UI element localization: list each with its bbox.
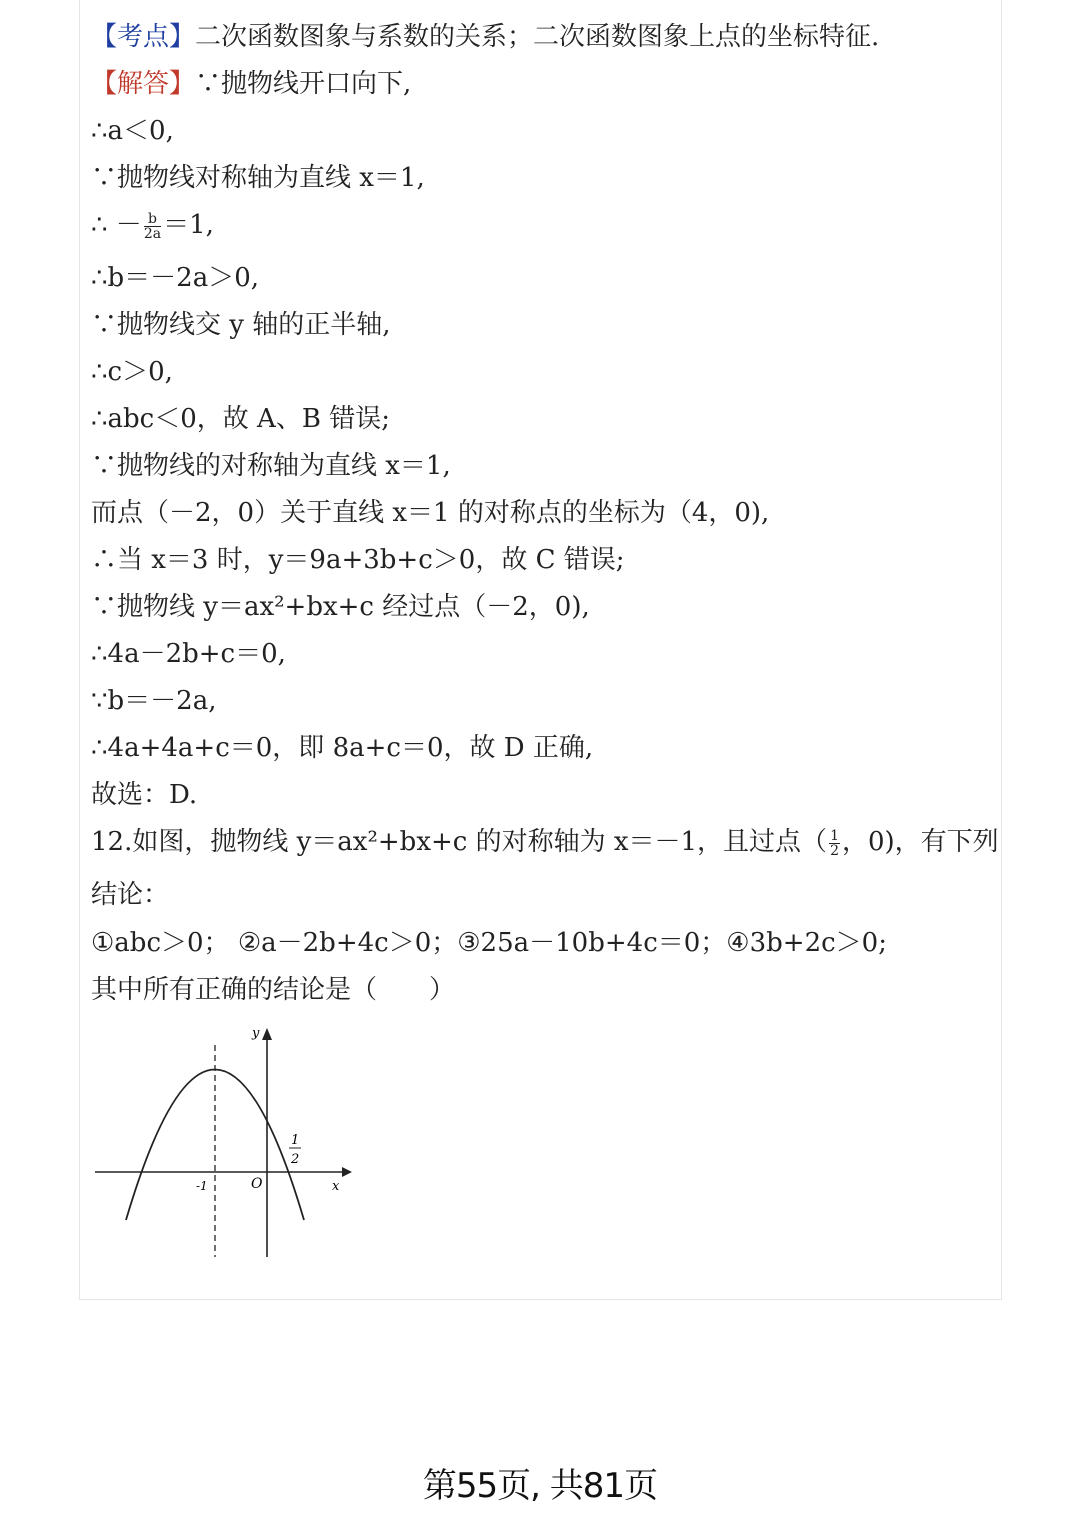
solution-line: ∵抛物线 y＝ax²+bx+c 经过点（－2，0),: [91, 592, 590, 622]
solution-line: ∵抛物线的对称轴为直线 x＝1,: [91, 451, 451, 481]
line-kaodian: [91, 20, 879, 54]
fraction-numerator: 1: [830, 827, 839, 844]
solution-line-fraction: [91, 208, 214, 242]
parabola-graph: [90, 1020, 360, 1265]
question-12-options: ①abc＞0； ②a－2b+4c＞0；③25a－10b+4c＝0；④3b+2c＞0;: [91, 928, 887, 958]
solution-line: ∴abc＜0，故 A、B 错误;: [91, 404, 390, 434]
fraction-prefix: ∴ －: [91, 210, 142, 240]
kaodian-text: 二次函数图象与系数的关系；二次函数图象上点的坐标特征.: [195, 22, 880, 52]
solution-line: ∴当 x＝3 时，y＝9a+3b+c＞0，故 C 错误;: [91, 545, 625, 575]
question-12-conclusion-label: 结论：: [91, 880, 170, 910]
solution-line: ∴a＜0,: [91, 116, 174, 146]
question-12-text: 12.如图，抛物线 y＝ax²+bx+c 的对称轴为 x＝－1，且过点（: [91, 827, 828, 857]
solution-line: ∴b＝－2a＞0,: [91, 263, 260, 293]
solution-line: ∴4a－2b+c＝0,: [91, 639, 286, 669]
answer-line: 故选：D.: [91, 780, 198, 810]
y-axis-arrow: [262, 1028, 272, 1040]
solution-line: 而点（－2，0）关于直线 x＝1 的对称点的坐标为（4，0),: [91, 498, 770, 528]
x-axis-label: x: [332, 1179, 340, 1194]
jieda-tag: 【解答】: [91, 69, 196, 99]
line-jieda: [91, 67, 411, 101]
fraction-numerator: b: [144, 212, 161, 227]
question-12-line: [91, 825, 999, 859]
page-footer: 第55页, 共81页: [422, 1466, 658, 1506]
solution-line: ∵抛物线交 y 轴的正半轴,: [91, 310, 391, 340]
y-axis-label: y: [252, 1026, 260, 1041]
neg-one-label: -1: [196, 1179, 208, 1193]
fraction-denominator: 2a: [143, 225, 162, 242]
origin-label: O: [251, 1176, 263, 1192]
solution-line: ∴c＞0,: [91, 357, 173, 387]
jieda-text: ∵抛物线开口向下,: [195, 69, 412, 99]
x-axis-arrow: [342, 1167, 352, 1177]
fraction-suffix: ＝1,: [163, 210, 214, 240]
half-label-numerator: 1: [291, 1133, 300, 1148]
solution-line: ∵b＝－2a,: [91, 686, 217, 716]
fraction-denominator: 2: [830, 842, 839, 859]
kaodian-tag: 【考点】: [91, 22, 196, 52]
question-12-prompt: 其中所有正确的结论是（ ）: [91, 975, 456, 1005]
half-label-denominator: 2: [291, 1152, 300, 1167]
question-12-suffix: ，0)，有下列: [841, 827, 999, 857]
solution-line: ∵抛物线对称轴为直线 x＝1,: [91, 163, 425, 193]
fraction-b-over-2a: [144, 212, 161, 241]
solution-line: ∴4a+4a+c＝0，即 8a+c＝0，故 D 正确,: [91, 733, 594, 763]
fraction-one-half: [829, 829, 840, 858]
